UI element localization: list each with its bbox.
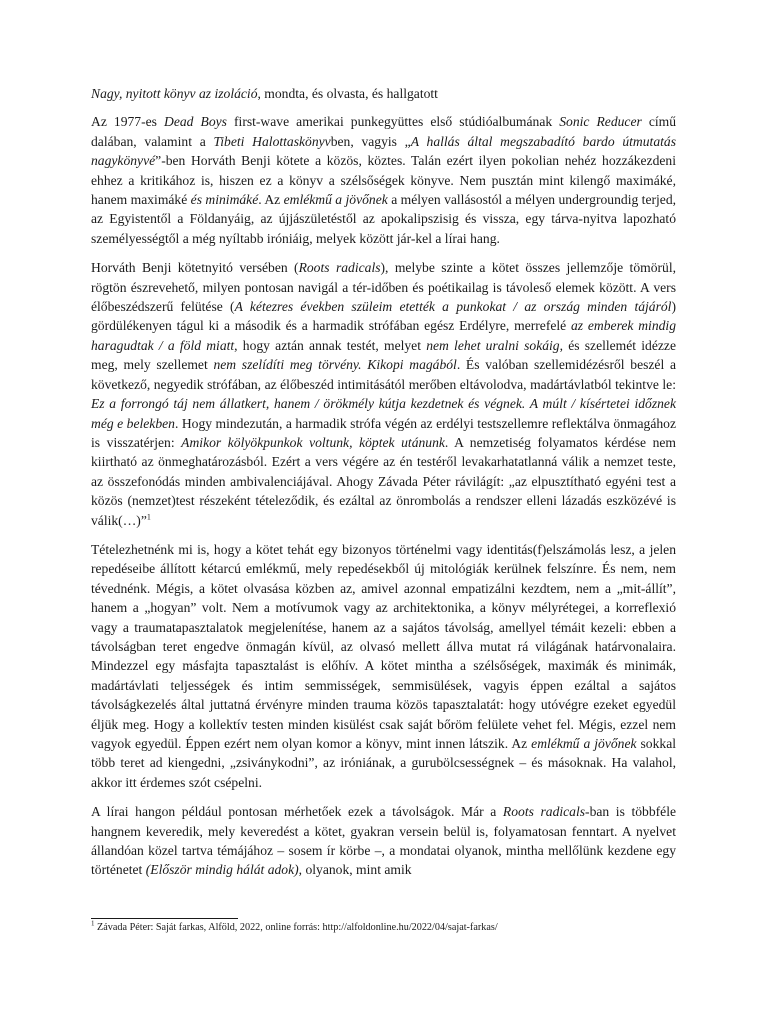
body-text: first-wave amerikai punkegyüttes első stúdióalbumának [226, 114, 560, 130]
body-text: ”-ben Horváth Benji kötete a közös, köztes. Talán ezért ilyen pokolian nehéz hozzákezdeni ehhez a kritikához is, hiszen ez a könyv a szélsőségek könyve. Nem pusztán mint kilengő maximáké, hanem maximáké [91, 153, 676, 208]
body-text: , mondta, és olvasta, és hallgatott [257, 86, 438, 101]
italic-text: A hallás által megszabadító bardo útmutatás nagykönyvé [91, 133, 676, 169]
body-text: Az 1977-es [91, 114, 165, 130]
italic-text: az emberek mindig haragudtak / a föld miatt [91, 318, 676, 353]
body-text: Tételezhetnénk mi is, hogy a kötet tehát egy bizonyos történelmi vagy identitás(f)elszámolás lesz, a jelen repedéseibe állított kétarcú emlékmű, mely repedésekből új mitológiák kerülnek felszínre. És nem, nem tévednénk. Mégis, a kötet olvasása közben az, amivel azonnal empatizálni kezdtem, nem a „mit-állít”, hanem a „hogyan” volt. Nem a motívumok vagy az architektonika, a könyv mélyrétegei, a korreflexió vagy a traumatapasztalatok megjelenítése, hanem az a sajátos távolság, amellyel témáit kezeli: ebben a távolságban teret engedve önmagán kívül, az olvasó mellett állva mutat rá világának határvonalaira. Mindezzel egy másfajta tapasztalást is előhív. A kötet mintha a szélsőségek, maximák és minimák, madártávlati teljességek és intim semmisségek, semmisülések, vagyis éppen ezáltal a sajátos távolságkezelés által juttatná érvényre minden trauma közös tapasztalatát: hogy utóvégre ezeket egyedül éljük meg. Hogy a kollektív testen minden kisülést csak saját bőröm felülete vehet fel. Mégis, ezzel nem vagyok egyedül. Éppen ezért nem olyan komor a könyv, mint innen látszik. Az [91, 541, 676, 751]
italic-text: Dead Boys [164, 114, 227, 130]
italic-text: (Először mindig hálát adok) [145, 862, 299, 878]
body-text: . A nemzetiség folyamatos kérdése nem kiirtható az önmeghatározásból. Ezért a vers végére az én testéről levakarhatatlanná válik a nemzet teste, az összefonódás minden ambivalenciájával. Ahogy Závada Péter rávilágít: „az elpusztítható egyéni test a közös (nemzet)test részeként tételeződik, és ezáltal az önrombolás a rendszer elleni lázadás eszközévé is válik(…)” [91, 434, 677, 528]
paragraph [91, 802, 676, 880]
italic-text: A kétezres években szüleim etették a punkokat / az ország minden tájáról [234, 299, 672, 315]
body-text: , és szellemét idézze meg, mely szellemet [91, 337, 676, 373]
body-text: . Az [258, 192, 284, 208]
footnote-number: 1 [91, 919, 95, 928]
footnote-separator [91, 918, 238, 919]
body-text: . És valóban szellemidézésről beszél a következő, negyedik strófában, az élőbeszéd intimitásától merőben eltávolodva, madártávlatból tekintve le: [91, 357, 676, 392]
italic-text: emlékmű a jövőnek [283, 192, 388, 208]
body-text: A lírai hangon például pontosan mérhetőek ezek a távolságok. Már a [91, 804, 503, 820]
italic-text: nem szelídíti meg törvény. Kikopi magából [213, 357, 457, 373]
body-text: , olyanok, mint amik [298, 862, 412, 878]
body-text: című dalában, valamint a [91, 114, 677, 149]
italic-text: Ez a forrongó táj nem állatkert, hanem / örökmély kútja kezdetnek és végnek. A múlt / kísértetei időznek még e belekben [91, 396, 676, 431]
body-text: a mélyen vallásostól a mélyen undergroundig terjed, az Egyistentől a Földanyáig, az újjászületéstől az apokalipszisig és vissza, egy tárva-nyitva lapozható személyességtől a még nyíltabb iróniáig, melyek között jár-kel a lírai hang. [91, 192, 677, 246]
italic-text: Roots radicals [502, 804, 586, 820]
italic-text: Sonic Reducer [559, 114, 642, 130]
paragraph [91, 112, 676, 248]
body-text: -ban is többféle hangnem keveredik, mely keveredést a kötet, gyakran versein belül is, folyamatosan fenntart. A nyelvet állandóan közel tartva témájához – sosem ír körbe –, a mondatai olyanok, mintha mellőlünk kezdene egy történetet [91, 804, 677, 878]
footnote-text: Závada Péter: Saját farkas, Alföld, 2022, online forrás: http://alfoldonline.hu/2022/04/sajat-farkas/ [94, 922, 498, 933]
footnote-reference: 1 [146, 512, 151, 521]
body-text: sokkal több teret ad kiengedni, „zsiványkodni”, az iróniának, a gurubölcsességnek – és másoknak. Ha valahol, akkor itt érdemes szót csépelni. [91, 736, 677, 790]
paragraph [91, 258, 676, 530]
italic-text: Nagy, nyitott könyv az izoláció [91, 86, 258, 101]
body-text: , hogy aztán annak testét, melyet [234, 337, 427, 353]
paragraph [91, 540, 676, 792]
opening-line [91, 84, 676, 103]
italic-text: emlékmű a jövőnek [531, 736, 637, 751]
body-text: ben, vagyis „ [330, 133, 411, 149]
italic-text: Tibeti Halottaskönyv [213, 133, 331, 149]
italic-text: Amikor kölyökpunkok voltunk, köptek utánunk [181, 434, 445, 450]
body-text: ), melybe szinte a kötet összes jellemzője tömörül, rögtön észrevehető, milyen pontosan navigál a tér-időben és poétikailag is távoleső elemek között. A vers élőbeszédszerű felütése ( [91, 260, 676, 315]
italic-text: nem lehet uralni sokáig [426, 337, 560, 353]
body-text: . Hogy mindezután, a harmadik strófa végén az erdélyi testszellemre reflektálva önmagához is visszatérjen: [91, 415, 676, 450]
document-body [91, 84, 676, 890]
body-text: ) gördülékenyen tágul ki a második és a harmadik strófában egész Erdélyre, merrefelé [91, 299, 676, 334]
italic-text: és minimáké [190, 192, 259, 208]
italic-text: Roots radicals [298, 260, 381, 276]
footnote [91, 921, 676, 934]
body-text: Horváth Benji kötetnyitó versében ( [91, 260, 299, 276]
